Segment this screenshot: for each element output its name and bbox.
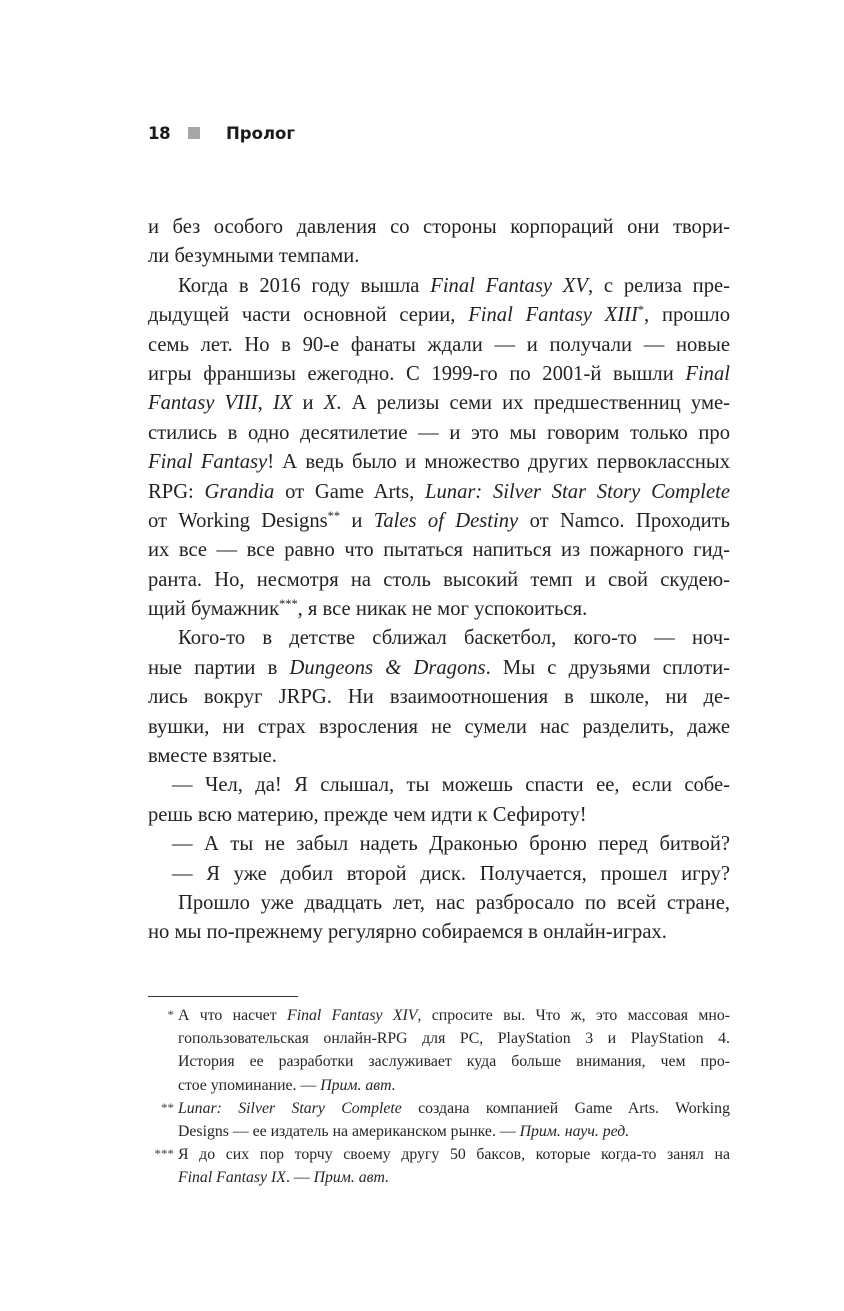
text-line bbox=[148, 830, 730, 859]
italic-title: Lunar: Silver Star Story Complete bbox=[425, 480, 730, 503]
text-line bbox=[148, 801, 730, 830]
text-run: стились в одно десятилетие — и это мы говорим только про bbox=[148, 421, 730, 444]
page-number: 18 bbox=[148, 123, 171, 143]
text-run: решь всю материю, прежде чем идти к Сефироту! bbox=[148, 803, 587, 826]
text-run: дыдущей части основной серии, bbox=[148, 304, 469, 327]
italic-title: Final Fantasy XV bbox=[430, 274, 588, 297]
footnote-line bbox=[178, 1004, 730, 1027]
footnote bbox=[148, 1004, 730, 1097]
text-run: Designs — ее издатель на американском рынке. — bbox=[178, 1122, 520, 1140]
text-line bbox=[148, 389, 730, 418]
footnote-mark: * bbox=[167, 1007, 174, 1022]
text-line bbox=[148, 360, 730, 389]
text-run: Кого-то в детстве сближал баскетбол, кого-то — ноч- bbox=[178, 627, 730, 650]
text-run: . А релизы семи их предшественниц уме- bbox=[336, 392, 730, 415]
text-run: — Я уже добил второй диск. Получается, прошел игру? bbox=[172, 862, 730, 885]
footnotes bbox=[148, 1004, 730, 1190]
text-run: и bbox=[292, 392, 324, 415]
running-header bbox=[148, 121, 295, 145]
text-line bbox=[148, 624, 730, 653]
text-line bbox=[148, 771, 730, 800]
text-run: ли безумными темпами. bbox=[148, 245, 360, 268]
text-line bbox=[148, 536, 730, 565]
text-run: вместе взятые. bbox=[148, 745, 277, 768]
text-line bbox=[148, 889, 730, 918]
text-line bbox=[148, 654, 730, 683]
text-run: Я до сих пор торчу своему другу 50 баксов, которые когда-то занял на bbox=[178, 1146, 730, 1164]
italic-title: Final Fantasy IX bbox=[178, 1169, 286, 1187]
text-run: ные партии в bbox=[148, 656, 290, 679]
footnote bbox=[148, 1097, 730, 1143]
italic-title: Dungeons & Dragons bbox=[289, 656, 486, 679]
italic-title: IX bbox=[272, 392, 293, 415]
text-run: от Namco. Проходить bbox=[518, 509, 731, 532]
text-run: — Чел, да! Я слышал, ты можешь спасти ее, если собе- bbox=[172, 774, 730, 797]
footnote-ref: *** bbox=[279, 597, 298, 612]
text-line bbox=[148, 918, 730, 947]
italic-title: Прим. авт. bbox=[313, 1169, 390, 1187]
italic-title: Final bbox=[685, 362, 730, 385]
text-run: но мы по-прежнему регулярно собираемся в онлайн-играх. bbox=[148, 921, 667, 944]
text-line bbox=[148, 301, 730, 330]
text-line bbox=[148, 566, 730, 595]
text-run: от Working Designs bbox=[148, 509, 328, 532]
footnote bbox=[148, 1143, 730, 1189]
italic-title: Прим. авт. bbox=[320, 1076, 396, 1094]
text-run: Прошло уже двадцать лет, нас разбросало по всей стране, bbox=[178, 891, 730, 914]
italic-title: Прим. науч. ред. bbox=[519, 1122, 630, 1140]
footnote-line bbox=[178, 1120, 730, 1143]
italic-title: Fantasy VIII bbox=[148, 392, 258, 415]
text-line bbox=[148, 742, 730, 771]
italic-title: Lunar: Silver Stary Complete bbox=[178, 1099, 402, 1117]
text-run: от Game Arts, bbox=[274, 480, 426, 503]
text-run: стое упоминание. — bbox=[178, 1076, 321, 1094]
text-run: игры франшизы ежегодно. С 1999-го по 2001-й вышли bbox=[148, 362, 686, 385]
text-run: гопользовательская онлайн-RPG для PC, PlayStation 3 и PlayStation 4. bbox=[178, 1030, 730, 1048]
text-run: создана компанией Game Arts. Working bbox=[401, 1099, 730, 1117]
text-run: , я все никак не мог успокоиться. bbox=[297, 598, 588, 621]
italic-title: Tales of Destiny bbox=[373, 509, 519, 532]
chapter-title: Пролог bbox=[226, 123, 295, 143]
text-line bbox=[148, 595, 730, 624]
text-run: и bbox=[340, 509, 374, 532]
text-run: История ее разработки заслуживает куда больше внимания, чем про- bbox=[178, 1053, 730, 1071]
italic-title: Final Fantasy XIII bbox=[468, 304, 638, 327]
text-line bbox=[148, 242, 730, 271]
text-run: , спросите вы. Что ж, это массовая мно- bbox=[417, 1007, 730, 1024]
footnote-ref: * bbox=[637, 303, 645, 318]
footnote-divider bbox=[148, 996, 298, 997]
text-run: , прошло bbox=[644, 304, 730, 327]
footnote-ref: ** bbox=[327, 509, 341, 524]
text-run: , bbox=[257, 392, 273, 415]
text-line bbox=[148, 507, 730, 536]
footnote-mark: ** bbox=[161, 1099, 174, 1115]
footnote-line bbox=[178, 1143, 730, 1166]
text-run: ранта. Но, несмотря на столь высокий темп и свой скудею- bbox=[148, 568, 730, 591]
text-line bbox=[148, 448, 730, 477]
text-run: , с релиза пре- bbox=[587, 274, 730, 297]
text-line bbox=[148, 331, 730, 360]
text-run: — А ты не забыл надеть Драконью броню перед битвой? bbox=[172, 833, 730, 856]
text-run: семь лет. Но в 90-е фанаты ждали — и получали — новые bbox=[148, 333, 730, 356]
text-line bbox=[148, 419, 730, 448]
text-run: лись вокруг JRPG. Ни взаимоотношения в школе, ни де- bbox=[148, 686, 730, 709]
text-run: их все — все равно что пытаться напиться из пожарного гид- bbox=[148, 539, 730, 562]
text-run: Когда в 2016 году вышла bbox=[178, 274, 431, 297]
main-text bbox=[148, 213, 730, 948]
text-run: . Мы с друзьями сплоти- bbox=[485, 656, 730, 679]
text-run: вушки, ни страх взросления не сумели нас разделить, даже bbox=[148, 715, 730, 738]
footnote-line bbox=[178, 1027, 730, 1050]
text-run: А что насчет bbox=[178, 1007, 288, 1024]
italic-title: Final Fantasy bbox=[148, 451, 268, 474]
text-run: . — bbox=[285, 1169, 314, 1187]
text-run: щий бумажник bbox=[148, 598, 280, 621]
text-line bbox=[148, 713, 730, 742]
italic-title: Final Fantasy XIV bbox=[287, 1007, 418, 1024]
footnote-line bbox=[178, 1050, 730, 1073]
footnote-line bbox=[178, 1097, 730, 1120]
text-run: и без особого давления со стороны корпораций они твори- bbox=[148, 216, 730, 238]
footnote-line bbox=[178, 1074, 730, 1097]
text-line bbox=[148, 478, 730, 507]
text-line bbox=[148, 683, 730, 712]
text-run: RPG: bbox=[148, 480, 205, 503]
footnote-mark: *** bbox=[154, 1146, 174, 1162]
text-line bbox=[148, 213, 730, 242]
text-line bbox=[148, 272, 730, 301]
footnote-line bbox=[178, 1166, 730, 1189]
italic-title: Grandia bbox=[204, 480, 275, 503]
text-run: ! А ведь было и множество других первоклассных bbox=[267, 451, 730, 474]
text-line bbox=[148, 860, 730, 889]
italic-title: X bbox=[323, 392, 337, 415]
square-bullet-icon bbox=[188, 127, 200, 139]
